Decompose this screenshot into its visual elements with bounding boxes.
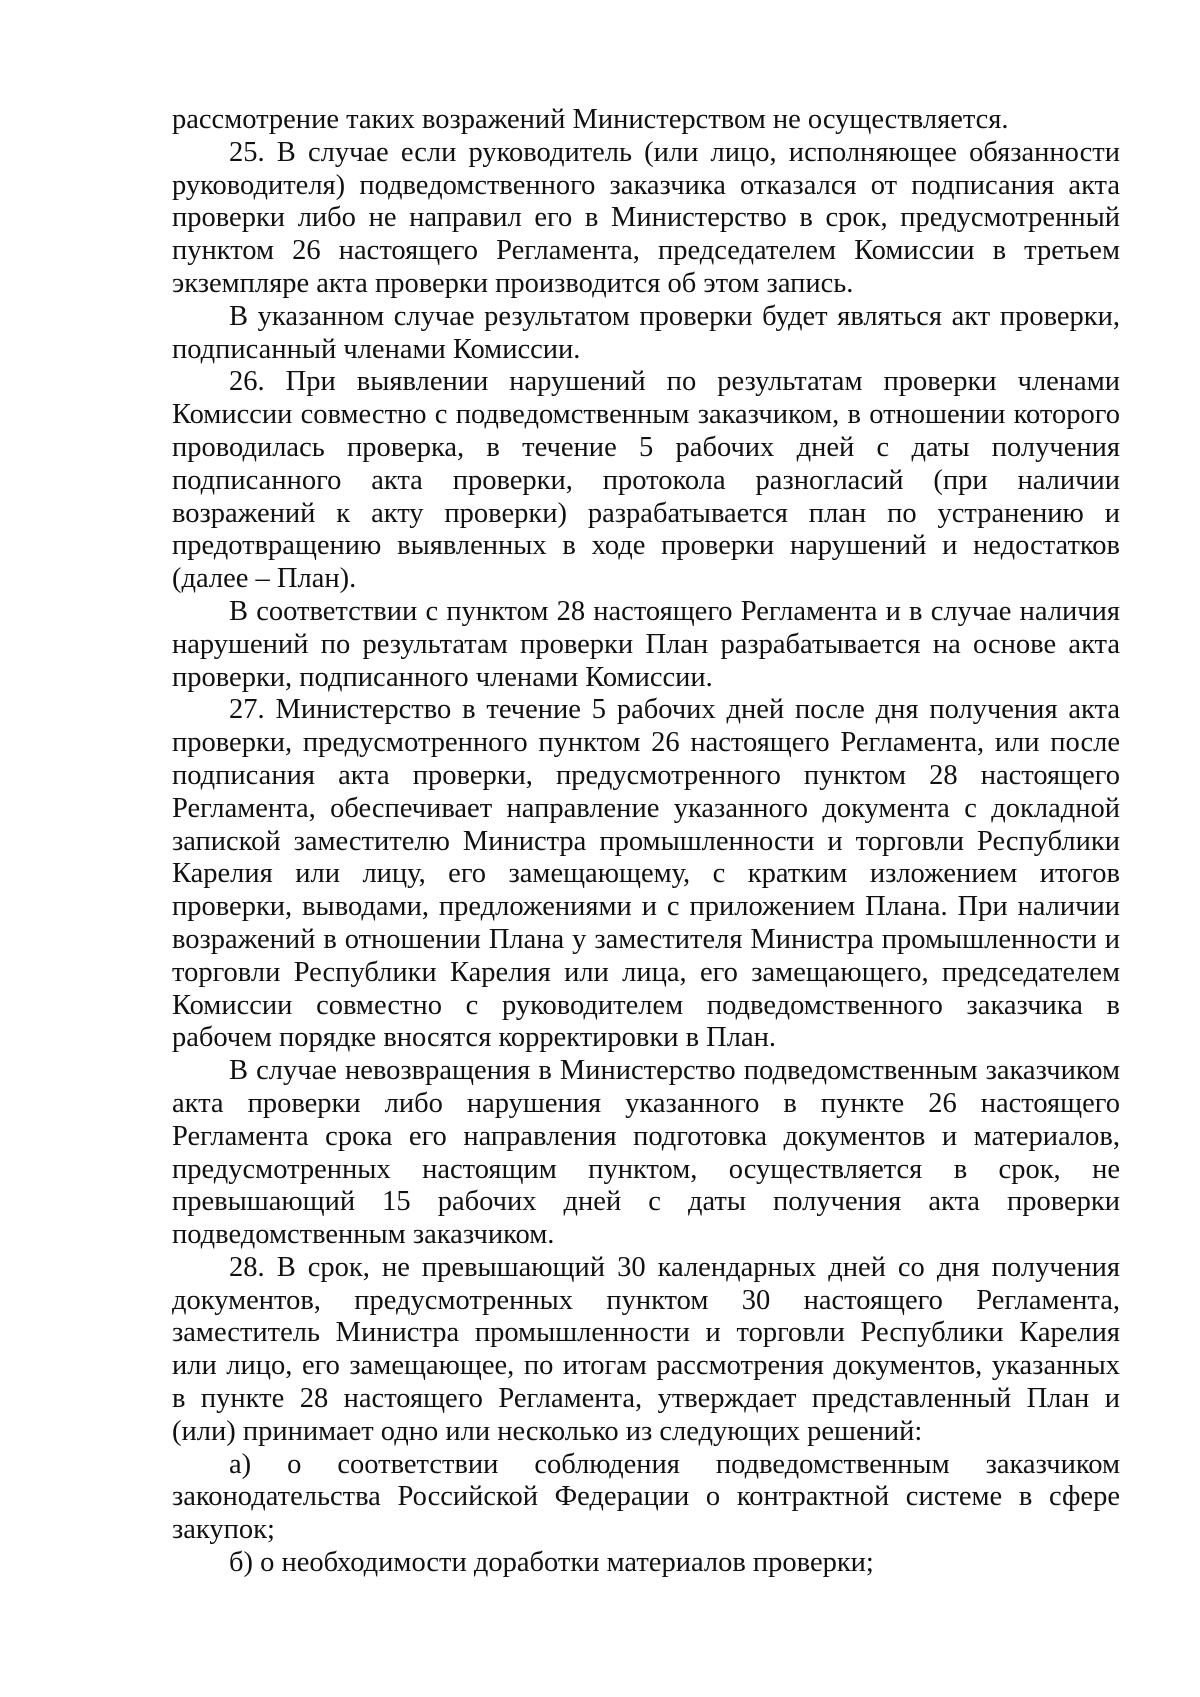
paragraph-item-28-a: а) о соответствии соблюдения подведомственным заказчиком законодательства Российской Федерации о контрактной системе в сфере закупок; — [172, 1448, 1120, 1546]
paragraph-item-27-note: В случае невозвращения в Министерство подведомственным заказчиком акта проверки либо нарушения указанного в пункте 26 настоящего Регламента срока его направления подготовка документов и материалов, предусмотренных настоящим пунктом, осуществляется в срок, не превышающий 15 рабочих дней с даты получения акта проверки подведомственным заказчиком. — [172, 1055, 1120, 1251]
paragraph-item-26: 26. При выявлении нарушений по результатам проверки членами Комиссии совместно с подведомственным заказчиком, в отношении которого проводилась проверка, в течение 5 рабочих дней с даты получения подписанного акта проверки, протокола разногласий (при наличии возражений к акту проверки) разрабатывается план по устранению и предотвращению выявленных в ходе проверки нарушений и недостатков (далее – План). — [172, 366, 1120, 595]
paragraph-item-25: 25. В случае если руководитель (или лицо, исполняющее обязанности руководителя) подведомственного заказчика отказался от подписания акта проверки либо не направил его в Министерство в срок, предусмотренный пунктом 26 настоящего Регламента, председателем Комиссии в третьем экземпляре акта проверки производится об этом запись. — [172, 136, 1120, 299]
paragraph-item-26-note: В соответствии с пунктом 28 настоящего Регламента и в случае наличия нарушений по результатам проверки План разрабатывается на основе акта проверки, подписанного членами Комиссии. — [172, 595, 1120, 693]
paragraph-item-27: 27. Министерство в течение 5 рабочих дней после дня получения акта проверки, предусмотренного пунктом 26 настоящего Регламента, или после подписания акта проверки, предусмотренного пунктом 28 настоящего Регламента, обеспечивает направление указанного документа с докладной запиской заместителю Министра промышленности и торговли Республики Карелия или лицу, его замещающему, с кратким изложением итогов проверки, выводами, предложениями и с приложением Плана. При наличии возражений в отношении Плана у заместителя Министра промышленности и торговли Республики Карелия или лица, его замещающего, председателем Комиссии совместно с руководителем подведомственного заказчика в рабочем порядке вносятся корректировки в План. — [172, 694, 1120, 1054]
paragraph-item-25-note: В указанном случае результатом проверки будет являться акт проверки, подписанный членами Комиссии. — [172, 300, 1120, 365]
document-page — [172, 104, 1120, 1580]
paragraph-item-28: 28. В срок, не превышающий 30 календарных дней со дня получения документов, предусмотренных пунктом 30 настоящего Регламента, заместитель Министра промышленности и торговли Республики Карелия или лицо, его замещающее, по итогам рассмотрения документов, указанных в пункте 28 настоящего Регламента, утверждает представленный План и (или) принимает одно или несколько из следующих решений: — [172, 1251, 1120, 1447]
paragraph-item-28-b: б) о необходимости доработки материалов проверки; — [229, 1547, 874, 1579]
paragraph-continuation: рассмотрение таких возражений Министерством не осуществляется. — [172, 104, 1009, 135]
